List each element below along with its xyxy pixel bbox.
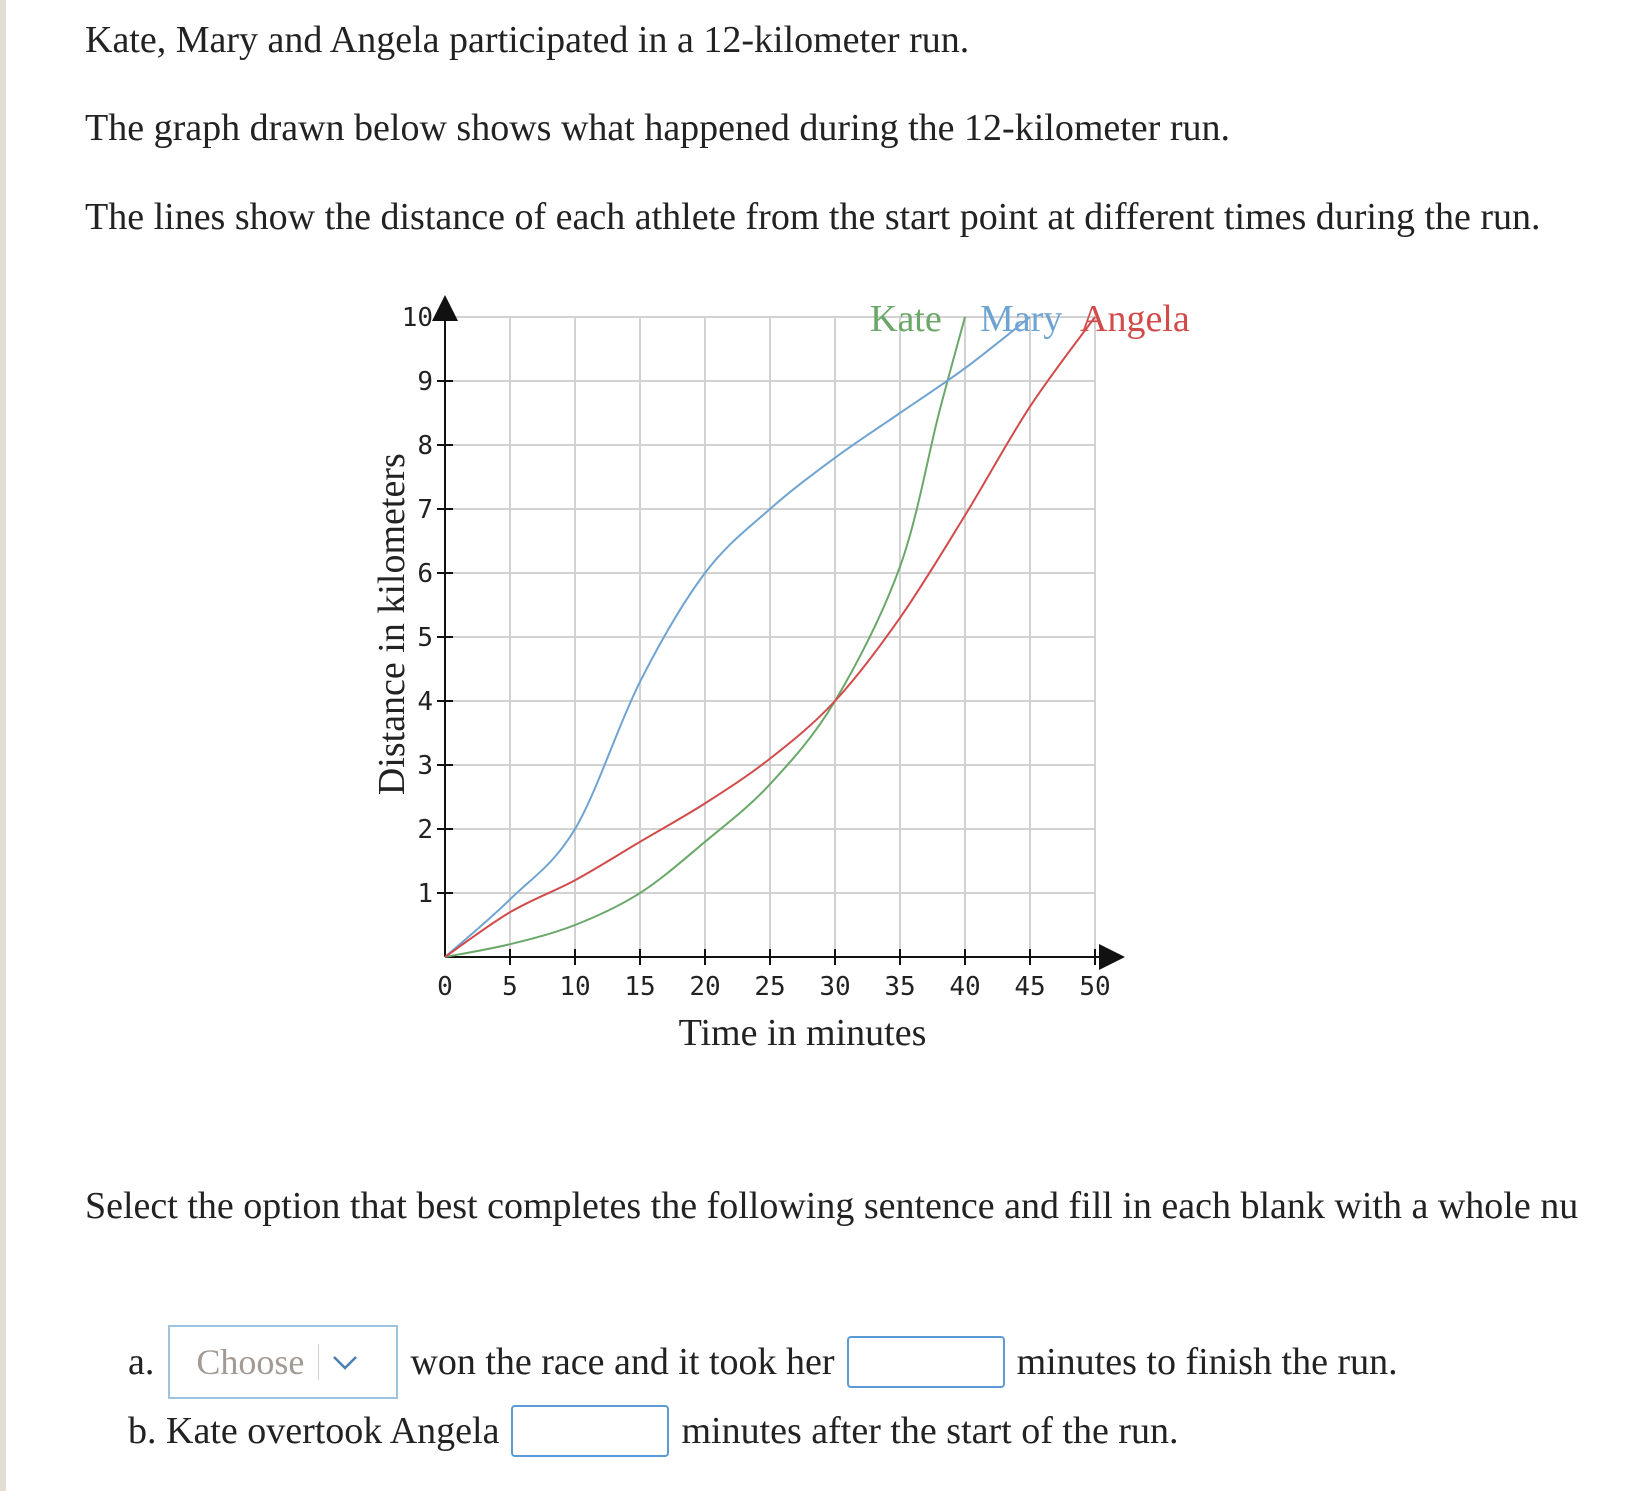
graph-description: The graph drawn below shows what happened during the 12-kilometer run. [85, 107, 1230, 149]
question-prompt: Select the option that best completes the following sentence and fill in each blank with a whole nu [85, 1185, 1579, 1227]
legend-label-mary: Mary [980, 298, 1063, 340]
y-tick-label: 6 [417, 559, 433, 589]
x-tick-label: 20 [689, 972, 721, 1002]
y-tick-label: 4 [417, 687, 433, 717]
part-a-text-1: won the race and it took her [410, 1341, 835, 1383]
part-b-row [128, 1405, 1178, 1457]
y-tick-label: 2 [417, 815, 433, 845]
finish-time-input[interactable] [847, 1336, 1005, 1388]
legend-label-angela: Angela [1080, 298, 1190, 340]
page-left-border [0, 0, 6, 1491]
y-tick-label: 10 [401, 303, 433, 333]
x-axis-arrow [1099, 944, 1125, 970]
part-b-text-1: b. Kate overtook Angela [128, 1410, 500, 1452]
y-tick-label: 7 [417, 495, 433, 525]
x-tick-label: 45 [1014, 972, 1046, 1002]
winner-select[interactable] [168, 1325, 398, 1399]
part-b-text-2: minutes after the start of the run. [681, 1410, 1179, 1452]
y-tick-label: 5 [417, 623, 433, 653]
x-axis-label: Time in minutes [678, 1012, 927, 1054]
x-tick-label: 10 [559, 972, 591, 1002]
y-tick-label: 3 [417, 751, 433, 781]
winner-select-value: Choose [196, 1342, 305, 1382]
part-a-text-2: minutes to finish the run. [1016, 1341, 1398, 1383]
overtake-time-input[interactable] [511, 1405, 669, 1457]
x-tick-label: 30 [819, 972, 851, 1002]
y-axis-label: Distance in kilometers [371, 453, 413, 796]
y-tick-label: 9 [417, 367, 433, 397]
x-tick-label: 0 [437, 972, 453, 1002]
x-tick-label: 50 [1079, 972, 1111, 1002]
part-a-row [128, 1325, 1398, 1399]
lines-description: The lines show the distance of each athlete from the start point at different times during the run. [85, 196, 1541, 238]
x-tick-label: 40 [949, 972, 981, 1002]
chevron-down-icon [331, 1352, 359, 1372]
x-tick-label: 15 [624, 972, 656, 1002]
legend-label-kate: Kate [870, 298, 942, 340]
question-intro: Kate, Mary and Angela participated in a 12-kilometer run. [85, 19, 970, 61]
distance-time-chart [371, 298, 1240, 1080]
x-tick-label: 25 [754, 972, 786, 1002]
y-tick-label: 8 [417, 431, 433, 461]
part-a-label: a. [128, 1341, 155, 1383]
select-divider [318, 1344, 319, 1380]
x-tick-label: 5 [502, 972, 518, 1002]
y-tick-label: 1 [417, 879, 433, 909]
x-tick-label: 35 [884, 972, 916, 1002]
